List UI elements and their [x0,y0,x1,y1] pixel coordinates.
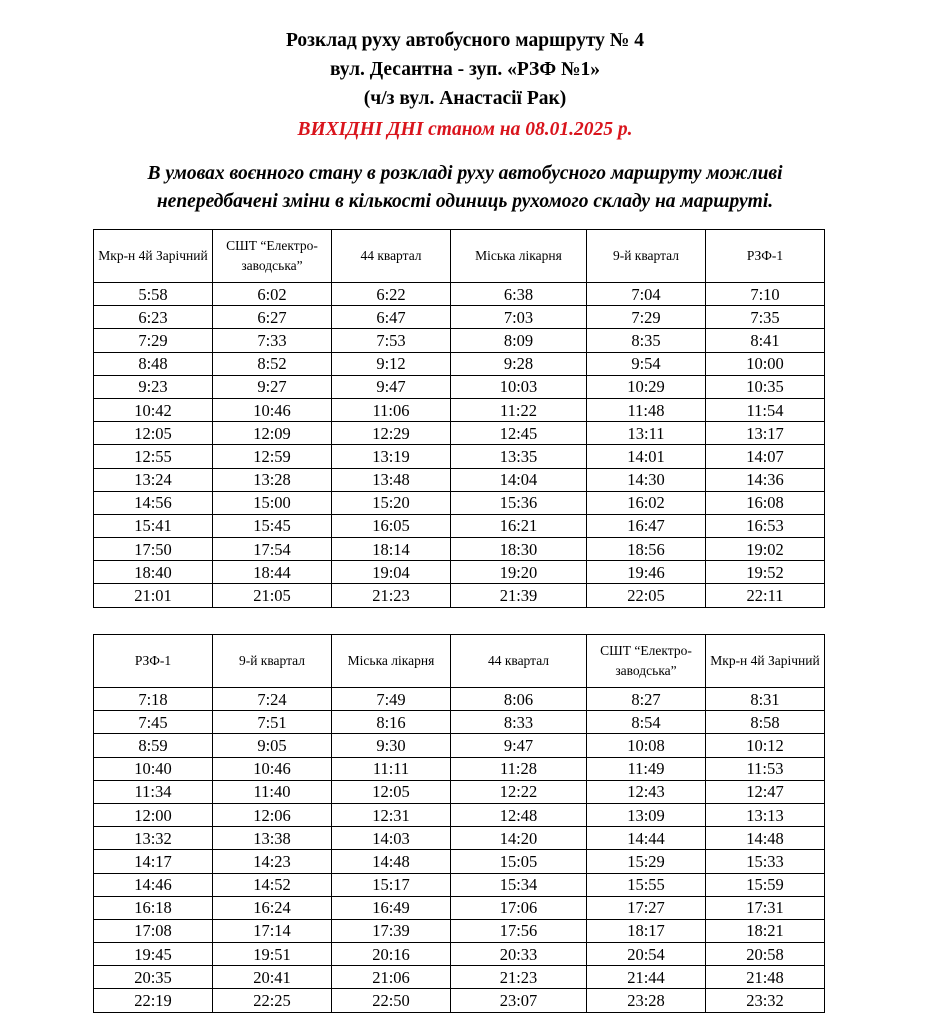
departure-time-cell: 21:23 [332,584,451,607]
table-row [94,445,825,468]
departure-time-cell: 15:45 [213,514,332,537]
table-row [94,711,825,734]
departure-time-cell: 8:48 [94,352,213,375]
departure-time-cell: 17:54 [213,538,332,561]
departure-time-cell: 21:23 [451,966,587,989]
departure-time-cell: 13:19 [332,445,451,468]
departure-time-cell: 8:41 [706,329,825,352]
departure-time-cell: 10:12 [706,734,825,757]
table-row [94,873,825,896]
departure-time-cell: 9:47 [332,375,451,398]
departure-time-cell: 8:54 [587,711,706,734]
departure-time-cell: 11:49 [587,757,706,780]
table-row [94,688,825,711]
departure-time-cell: 12:22 [451,780,587,803]
departure-time-cell: 9:28 [451,352,587,375]
table-row [94,329,825,352]
schedule-title [0,26,930,113]
table-row [94,827,825,850]
departure-time-cell: 9:30 [332,734,451,757]
route-via: (ч/з вул. Анастасії Рак) [363,88,567,109]
departure-time-cell: 20:54 [587,943,706,966]
departure-time-cell: 10:08 [587,734,706,757]
departure-time-cell: 11:54 [706,398,825,421]
departure-time-cell: 14:17 [94,850,213,873]
departure-time-cell: 7:51 [213,711,332,734]
departure-time-cell: 6:38 [451,283,587,306]
departure-time-cell: 19:02 [706,538,825,561]
notice-line-2: непередбачені зміни в кількості одиниць рухомого складу на маршруті. [156,191,774,212]
table-row [94,989,825,1012]
departure-time-cell: 9:27 [213,375,332,398]
departure-time-cell: 9:12 [332,352,451,375]
departure-time-cell: 14:52 [213,873,332,896]
departure-time-cell: 15:33 [706,850,825,873]
departure-time-cell: 14:01 [587,445,706,468]
departure-time-cell: 16:05 [332,514,451,537]
departure-time-cell: 21:06 [332,966,451,989]
table-row [94,919,825,942]
departure-time-cell: 13:09 [587,803,706,826]
departure-time-cell: 14:30 [587,468,706,491]
departure-time-cell: 11:40 [213,780,332,803]
departure-time-cell: 20:35 [94,966,213,989]
table-row [94,780,825,803]
departure-time-cell: 20:16 [332,943,451,966]
departure-time-cell: 13:35 [451,445,587,468]
departure-time-cell: 15:36 [451,491,587,514]
departure-time-cell: 13:28 [213,468,332,491]
departure-time-cell: 14:20 [451,827,587,850]
schedule-table-outbound [93,229,825,608]
departure-time-cell: 11:28 [451,757,587,780]
departure-time-cell: 8:16 [332,711,451,734]
table-row [94,734,825,757]
departure-time-cell: 7:45 [94,711,213,734]
departure-time-cell: 14:07 [706,445,825,468]
table-row [94,398,825,421]
departure-time-cell: 8:06 [451,688,587,711]
departure-time-cell: 5:58 [94,283,213,306]
departure-time-cell: 13:24 [94,468,213,491]
departure-time-cell: 20:41 [213,966,332,989]
departure-time-cell: 8:31 [706,688,825,711]
departure-time-cell: 15:00 [213,491,332,514]
table-row [94,375,825,398]
departure-time-cell: 23:07 [451,989,587,1012]
table-row [94,757,825,780]
departure-time-cell: 10:46 [213,398,332,421]
table-row [94,966,825,989]
column-header: СШТ “Електро-заводська” [213,230,332,283]
departure-time-cell: 18:56 [587,538,706,561]
departure-time-cell: 8:09 [451,329,587,352]
departure-time-cell: 7:29 [94,329,213,352]
departure-time-cell: 8:27 [587,688,706,711]
schedule-table-return [93,634,825,1013]
table-row [94,803,825,826]
departure-time-cell: 10:35 [706,375,825,398]
departure-time-cell: 21:39 [451,584,587,607]
departure-time-cell: 19:45 [94,943,213,966]
column-header: Мкр-н 4й Зарічний [94,230,213,283]
departure-time-cell: 13:13 [706,803,825,826]
table-row [94,896,825,919]
departure-time-cell: 10:03 [451,375,587,398]
column-header: 44 квартал [451,635,587,688]
departure-time-cell: 16:02 [587,491,706,514]
departure-time-cell: 13:11 [587,422,706,445]
departure-time-cell: 18:44 [213,561,332,584]
table-row [94,306,825,329]
weekend-label: ВИХІДНІ ДНІ станом на 08.01.2025 р. [297,119,633,140]
departure-time-cell: 15:20 [332,491,451,514]
departure-time-cell: 7:35 [706,306,825,329]
departure-time-cell: 17:08 [94,919,213,942]
departure-time-cell: 17:31 [706,896,825,919]
departure-time-cell: 17:39 [332,919,451,942]
notice-line-1: В умовах воєнного стану в розкладі руху автобусного маршруту можливі [147,163,783,184]
departure-time-cell: 12:05 [332,780,451,803]
table-row [94,283,825,306]
departure-time-cell: 15:41 [94,514,213,537]
departure-time-cell: 9:05 [213,734,332,757]
departure-time-cell: 17:06 [451,896,587,919]
departure-time-cell: 8:35 [587,329,706,352]
departure-time-cell: 22:50 [332,989,451,1012]
departure-time-cell: 6:22 [332,283,451,306]
departure-time-cell: 19:51 [213,943,332,966]
departure-time-cell: 12:31 [332,803,451,826]
departure-time-cell: 12:00 [94,803,213,826]
departure-time-cell: 9:47 [451,734,587,757]
departure-time-cell: 14:48 [332,850,451,873]
departure-time-cell: 14:44 [587,827,706,850]
departure-time-cell: 22:11 [706,584,825,607]
table-row [94,943,825,966]
departure-time-cell: 22:19 [94,989,213,1012]
departure-time-cell: 12:48 [451,803,587,826]
departure-time-cell: 16:47 [587,514,706,537]
departure-time-cell: 21:05 [213,584,332,607]
departure-time-cell: 21:44 [587,966,706,989]
departure-time-cell: 13:32 [94,827,213,850]
departure-time-cell: 16:24 [213,896,332,919]
departure-time-cell: 21:48 [706,966,825,989]
table-row [94,352,825,375]
departure-time-cell: 18:30 [451,538,587,561]
departure-time-cell: 6:27 [213,306,332,329]
route-endpoints: вул. Десантна - зуп. «РЗФ №1» [329,59,601,80]
departure-time-cell: 10:00 [706,352,825,375]
departure-time-cell: 12:55 [94,445,213,468]
column-header: СШТ “Електро-заводська” [587,635,706,688]
departure-time-cell: 14:04 [451,468,587,491]
departure-time-cell: 18:17 [587,919,706,942]
departure-time-cell: 12:59 [213,445,332,468]
departure-time-cell: 7:29 [587,306,706,329]
departure-time-cell: 17:50 [94,538,213,561]
departure-time-cell: 17:27 [587,896,706,919]
departure-time-cell: 14:56 [94,491,213,514]
departure-time-cell: 15:59 [706,873,825,896]
departure-time-cell: 14:36 [706,468,825,491]
departure-time-cell: 7:04 [587,283,706,306]
departure-time-cell: 12:47 [706,780,825,803]
departure-time-cell: 13:17 [706,422,825,445]
departure-time-cell: 15:34 [451,873,587,896]
departure-time-cell: 6:02 [213,283,332,306]
departure-time-cell: 10:29 [587,375,706,398]
table-row [94,850,825,873]
departure-time-cell: 12:29 [332,422,451,445]
departure-time-cell: 12:06 [213,803,332,826]
column-header: РЗФ-1 [94,635,213,688]
departure-time-cell: 15:05 [451,850,587,873]
departure-time-cell: 18:14 [332,538,451,561]
departure-time-cell: 7:24 [213,688,332,711]
departure-time-cell: 10:46 [213,757,332,780]
departure-time-cell: 16:49 [332,896,451,919]
table-row [94,491,825,514]
departure-time-cell: 16:53 [706,514,825,537]
column-header: Міська лікарня [332,635,451,688]
departure-time-cell: 14:46 [94,873,213,896]
departure-time-cell: 15:55 [587,873,706,896]
departure-time-cell: 17:56 [451,919,587,942]
table-row [94,468,825,491]
departure-time-cell: 8:33 [451,711,587,734]
departure-time-cell: 16:08 [706,491,825,514]
table-row [94,584,825,607]
departure-time-cell: 11:53 [706,757,825,780]
column-header: 9-й квартал [587,230,706,283]
column-header: Мкр-н 4й Зарічний [706,635,825,688]
departure-time-cell: 23:28 [587,989,706,1012]
column-header: 44 квартал [332,230,451,283]
departure-time-cell: 20:33 [451,943,587,966]
departure-time-cell: 7:49 [332,688,451,711]
departure-time-cell: 17:14 [213,919,332,942]
departure-time-cell: 6:47 [332,306,451,329]
departure-time-cell: 23:32 [706,989,825,1012]
route-title: Розклад руху автобусного маршруту № 4 [285,30,645,51]
departure-time-cell: 14:23 [213,850,332,873]
column-header: Міська лікарня [451,230,587,283]
departure-time-cell: 19:20 [451,561,587,584]
departure-time-cell: 10:40 [94,757,213,780]
departure-time-cell: 18:40 [94,561,213,584]
departure-time-cell: 12:43 [587,780,706,803]
departure-time-cell: 11:22 [451,398,587,421]
departure-time-cell: 7:18 [94,688,213,711]
departure-time-cell: 19:04 [332,561,451,584]
departure-time-cell: 7:53 [332,329,451,352]
departure-time-cell: 21:01 [94,584,213,607]
departure-time-cell: 13:38 [213,827,332,850]
departure-time-cell: 11:48 [587,398,706,421]
departure-time-cell: 6:23 [94,306,213,329]
departure-time-cell: 7:03 [451,306,587,329]
departure-time-cell: 12:05 [94,422,213,445]
departure-time-cell: 20:58 [706,943,825,966]
departure-time-cell: 11:34 [94,780,213,803]
departure-time-cell: 10:42 [94,398,213,421]
column-header: РЗФ-1 [706,230,825,283]
departure-time-cell: 19:46 [587,561,706,584]
departure-time-cell: 22:25 [213,989,332,1012]
departure-time-cell: 8:52 [213,352,332,375]
table-row [94,514,825,537]
departure-time-cell: 16:21 [451,514,587,537]
departure-time-cell: 15:17 [332,873,451,896]
table-row [94,422,825,445]
departure-time-cell: 11:11 [332,757,451,780]
departure-time-cell: 16:18 [94,896,213,919]
table-row [94,538,825,561]
departure-time-cell: 12:45 [451,422,587,445]
departure-time-cell: 18:21 [706,919,825,942]
departure-time-cell: 19:52 [706,561,825,584]
departure-time-cell: 7:33 [213,329,332,352]
departure-time-cell: 8:58 [706,711,825,734]
departure-time-cell: 12:09 [213,422,332,445]
table-header-row [94,635,825,688]
martial-law-notice [0,160,930,216]
departure-time-cell: 9:23 [94,375,213,398]
departure-time-cell: 7:10 [706,283,825,306]
column-header: 9-й квартал [213,635,332,688]
departure-time-cell: 22:05 [587,584,706,607]
departure-time-cell: 13:48 [332,468,451,491]
departure-time-cell: 9:54 [587,352,706,375]
departure-time-cell: 11:06 [332,398,451,421]
table-header-row [94,230,825,283]
departure-time-cell: 14:03 [332,827,451,850]
departure-time-cell: 14:48 [706,827,825,850]
departure-time-cell: 15:29 [587,850,706,873]
table-row [94,561,825,584]
departure-time-cell: 8:59 [94,734,213,757]
